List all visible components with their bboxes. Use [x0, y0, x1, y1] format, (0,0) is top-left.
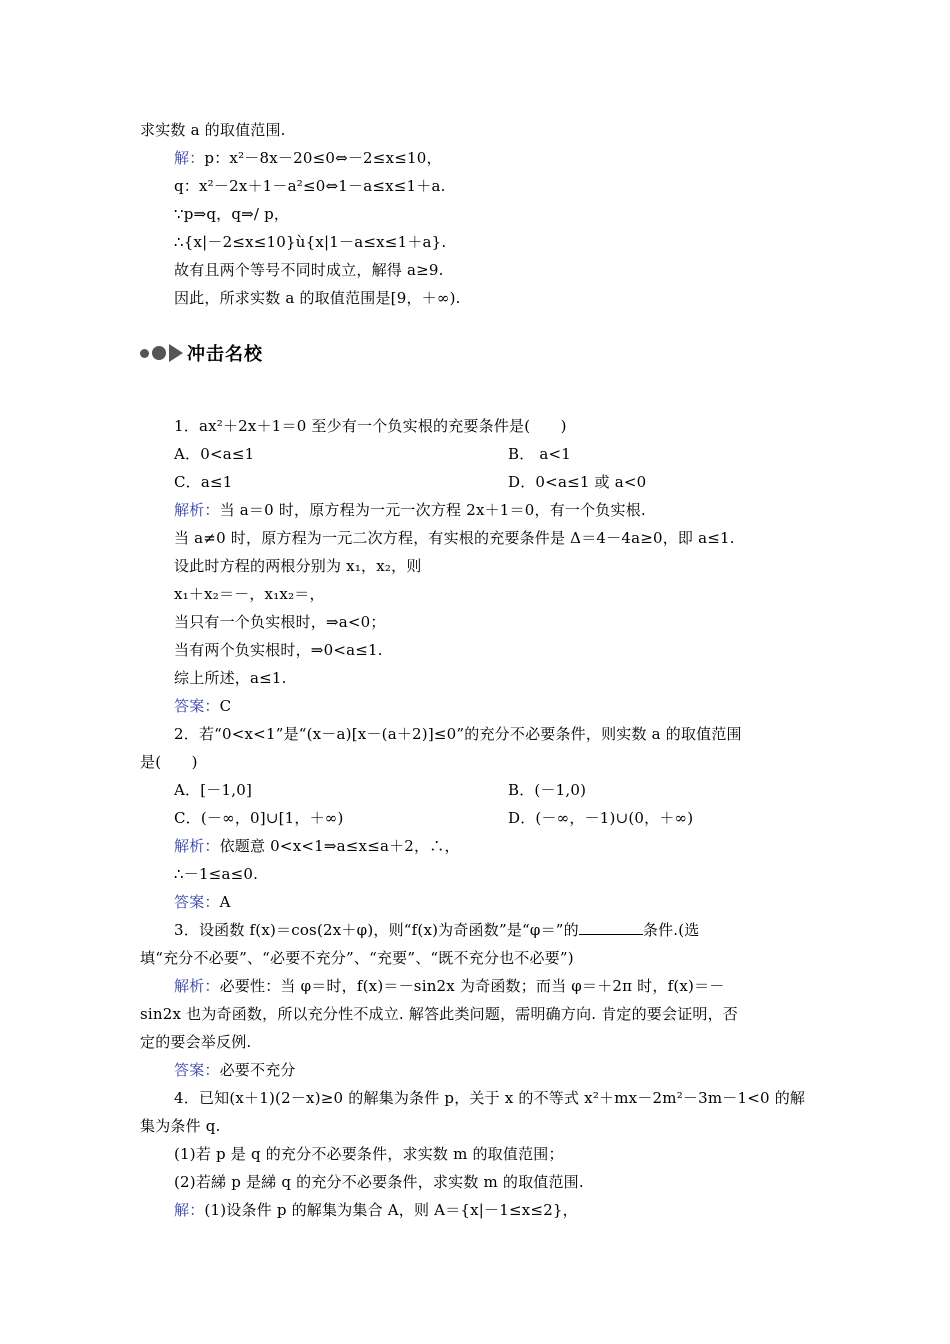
q1-analysis-6: 当有两个负实根时，⇒0<a≤1. — [174, 641, 383, 659]
answer-blank — [579, 920, 643, 935]
q1-analysis-1 — [174, 500, 646, 520]
intro-line-4: ∵p⇒q，q⇒/ p， — [174, 205, 290, 223]
arrow-right-icon — [169, 344, 183, 362]
q2-stem-1: 2．若“0<x<1”是“(x－a)[x－(a＋2)]≤0”的充分不必要条件，则实数 a 的取值范围 — [174, 725, 742, 743]
intro-line-6: 故有且两个等号不同时成立，解得 a≥9. — [174, 261, 444, 279]
analysis-text: 必要性：当 φ＝时，f(x)＝－sin2x 为奇函数；而当 φ＝＋2π 时，f(x)＝－ — [219, 977, 725, 995]
q3-answer — [174, 1060, 296, 1080]
analysis-text: 依题意 0<x<1⇒a≤x≤a＋2，∴， — [219, 837, 460, 855]
intro-line-3: q：x²－2x＋1－a²≤0⇔1－a≤x≤1＋a. — [174, 177, 446, 195]
q4-solution-1 — [174, 1200, 578, 1220]
solution-label: 解： — [174, 149, 205, 167]
q2-stem-2: 是( ) — [140, 753, 198, 771]
answer-value: 必要不充分 — [219, 1061, 296, 1079]
intro-line-2 — [174, 148, 442, 168]
q1-analysis-4: x₁＋x₂＝－，x₁x₂＝， — [174, 585, 325, 603]
q3-stem-text: 3．设函数 f(x)＝cos(2x＋φ)，则“f(x)为奇函数”是“φ＝”的 — [174, 921, 579, 939]
q1-option-c: C．a≤1 — [174, 473, 233, 491]
q1-analysis-7: 综上所述，a≤1. — [174, 669, 287, 687]
q1-analysis-2: 当 a≠0 时，原方程为一元二次方程，有实根的充要条件是 Δ＝4－4a≥0，即 a≤1. — [174, 529, 735, 547]
intro-text: p：x²－8x－20≤0⇔－2≤x≤10， — [204, 149, 442, 167]
q2-option-c: C．(－∞，0]∪[1，＋∞) — [174, 809, 344, 827]
q2-answer — [174, 892, 231, 912]
solution-label: 解： — [174, 1201, 205, 1219]
answer-value: A — [219, 893, 231, 911]
small-dot-icon — [140, 349, 149, 358]
intro-line-7: 因此，所求实数 a 的取值范围是[9，＋∞). — [174, 289, 461, 307]
analysis-label: 解析： — [174, 837, 220, 855]
answer-label: 答案： — [174, 1061, 220, 1079]
q4-stem-2: 集为条件 q. — [140, 1117, 221, 1135]
q1-stem: 1．ax²＋2x＋1＝0 至少有一个负实根的充要条件是( ) — [174, 417, 567, 435]
q4-stem-1: 4．已知(x＋1)(2－x)≥0 的解集为条件 p，关于 x 的不等式 x²＋mx－2m²－3m－1<0 的解 — [174, 1089, 806, 1107]
answer-value: C — [219, 697, 232, 715]
intro-line-5: ∴{x|－2≤x≤10}ù{x|1－a≤x≤1＋a}. — [174, 233, 447, 251]
q2-analysis-1 — [174, 836, 460, 856]
q2-option-b: B．(－1,0) — [508, 781, 587, 799]
q3-analysis-3: 定的要会举反例. — [140, 1033, 252, 1051]
q1-option-b: B． a<1 — [508, 445, 572, 463]
q2-option-d: D．(－∞，－1)∪(0，＋∞) — [508, 809, 694, 827]
q1-option-d: D．0<a≤1 或 a<0 — [508, 473, 647, 491]
q1-answer — [174, 696, 231, 716]
q2-analysis-2: ∴－1≤a≤0. — [174, 865, 259, 883]
solution-text: (1)设条件 p 的解集为集合 A，则 A＝{x|－1≤x≤2}， — [204, 1201, 578, 1219]
answer-label: 答案： — [174, 893, 220, 911]
answer-label: 答案： — [174, 697, 220, 715]
q1-analysis-5: 当只有一个负实根时，⇒a<0； — [174, 613, 386, 631]
q1-option-a: A．0<a≤1 — [174, 445, 255, 463]
q2-option-a: A．[－1,0] — [174, 781, 252, 799]
large-dot-icon — [152, 346, 166, 360]
section-title: 冲击名校 — [187, 344, 263, 365]
q4-subquestion-2: (2)若綈 p 是綈 q 的充分不必要条件，求实数 m 的取值范围. — [174, 1173, 584, 1191]
q3-analysis-1 — [174, 976, 724, 996]
q3-stem-text-end: 条件.(选 — [642, 921, 700, 939]
intro-line-1: 求实数 a 的取值范围. — [140, 121, 286, 139]
q3-analysis-2: sin2x 也为奇函数，所以充分性不成立. 解答此类问题，需明确方向. 肯定的要会证明，否 — [140, 1005, 739, 1023]
q1-analysis-3: 设此时方程的两根分别为 x₁，x₂，则 — [174, 557, 422, 575]
section-banner — [140, 339, 263, 367]
q3-stem-1 — [174, 920, 700, 940]
q3-stem-2: 填“充分不必要”、“必要不充分”、“充要”、“既不充分也不必要”) — [140, 949, 574, 967]
analysis-label: 解析： — [174, 977, 220, 995]
analysis-text: 当 a＝0 时，原方程为一元一次方程 2x＋1＝0，有一个负实根. — [219, 501, 646, 519]
q4-subquestion-1: (1)若 p 是 q 的充分不必要条件，求实数 m 的取值范围； — [174, 1145, 564, 1163]
analysis-label: 解析： — [174, 501, 220, 519]
